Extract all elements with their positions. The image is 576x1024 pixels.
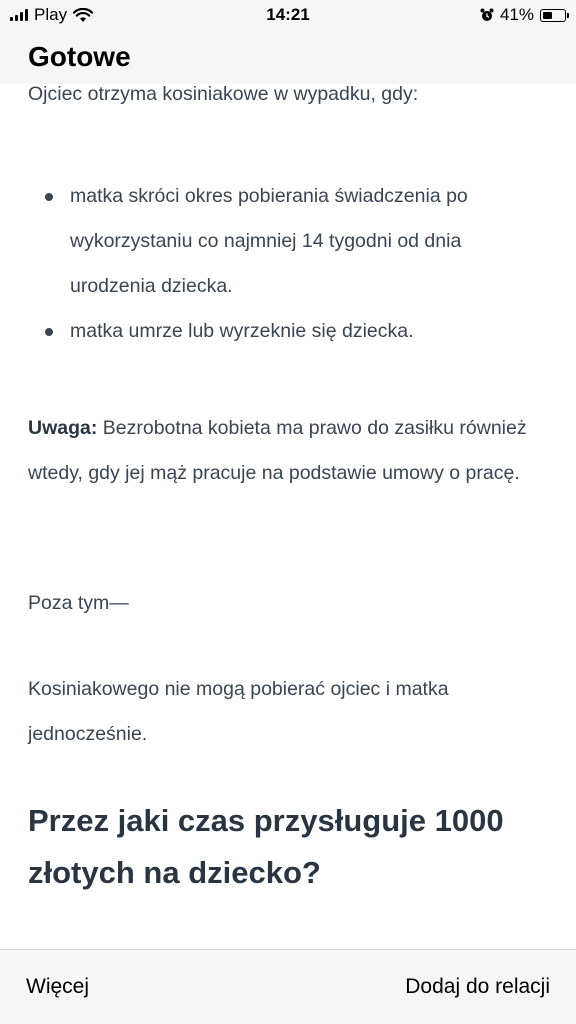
status-bar bbox=[0, 0, 576, 32]
bottom-toolbar bbox=[0, 949, 576, 1024]
bullet-dot bbox=[45, 328, 53, 336]
intro-line: Ojciec otrzyma kosiniakowe w wypadku, gdy: bbox=[28, 84, 419, 105]
bullet-list bbox=[0, 174, 576, 354]
list-item bbox=[0, 174, 576, 309]
paragraph-kosiniakowe: Kosiniakowego nie mogą pobierać ojciec i matka jednocześnie. bbox=[28, 678, 449, 745]
battery-icon bbox=[540, 9, 566, 22]
section-heading: Przez jaki czas przysługuje 1000 złotych na dziecko? bbox=[28, 803, 504, 890]
battery-percent: 41% bbox=[499, 5, 534, 24]
add-to-story-button[interactable]: Dodaj do relacji bbox=[405, 975, 550, 998]
clock: 14:21 bbox=[266, 5, 310, 24]
done-button[interactable]: Gotowe bbox=[28, 41, 131, 72]
carrier-name: Play bbox=[34, 5, 68, 24]
note-paragraph bbox=[28, 406, 528, 496]
list-item-text: matka skróci okres pobierania świadczenia po wykorzystaniu co najmniej 14 tygodni od dnia urodzenia dziecka. bbox=[70, 185, 468, 297]
status-right bbox=[480, 5, 566, 25]
more-button[interactable]: Więcej bbox=[26, 975, 90, 998]
article-content bbox=[0, 84, 576, 950]
bullet-dot bbox=[45, 193, 53, 201]
alarm-clock-icon bbox=[480, 8, 494, 22]
list-item bbox=[0, 309, 576, 354]
nav-header bbox=[0, 32, 576, 84]
note-text: Bezrobotna kobieta ma prawo do zasiłku również wtedy, gdy jej mąż pracuje na podstawie umowy o pracę. bbox=[28, 417, 527, 484]
list-item-text: matka umrze lub wyrzeknie się dziecka. bbox=[70, 320, 414, 342]
note-label: Uwaga: bbox=[28, 417, 98, 439]
paragraph-poza: Poza tym— bbox=[28, 592, 129, 614]
